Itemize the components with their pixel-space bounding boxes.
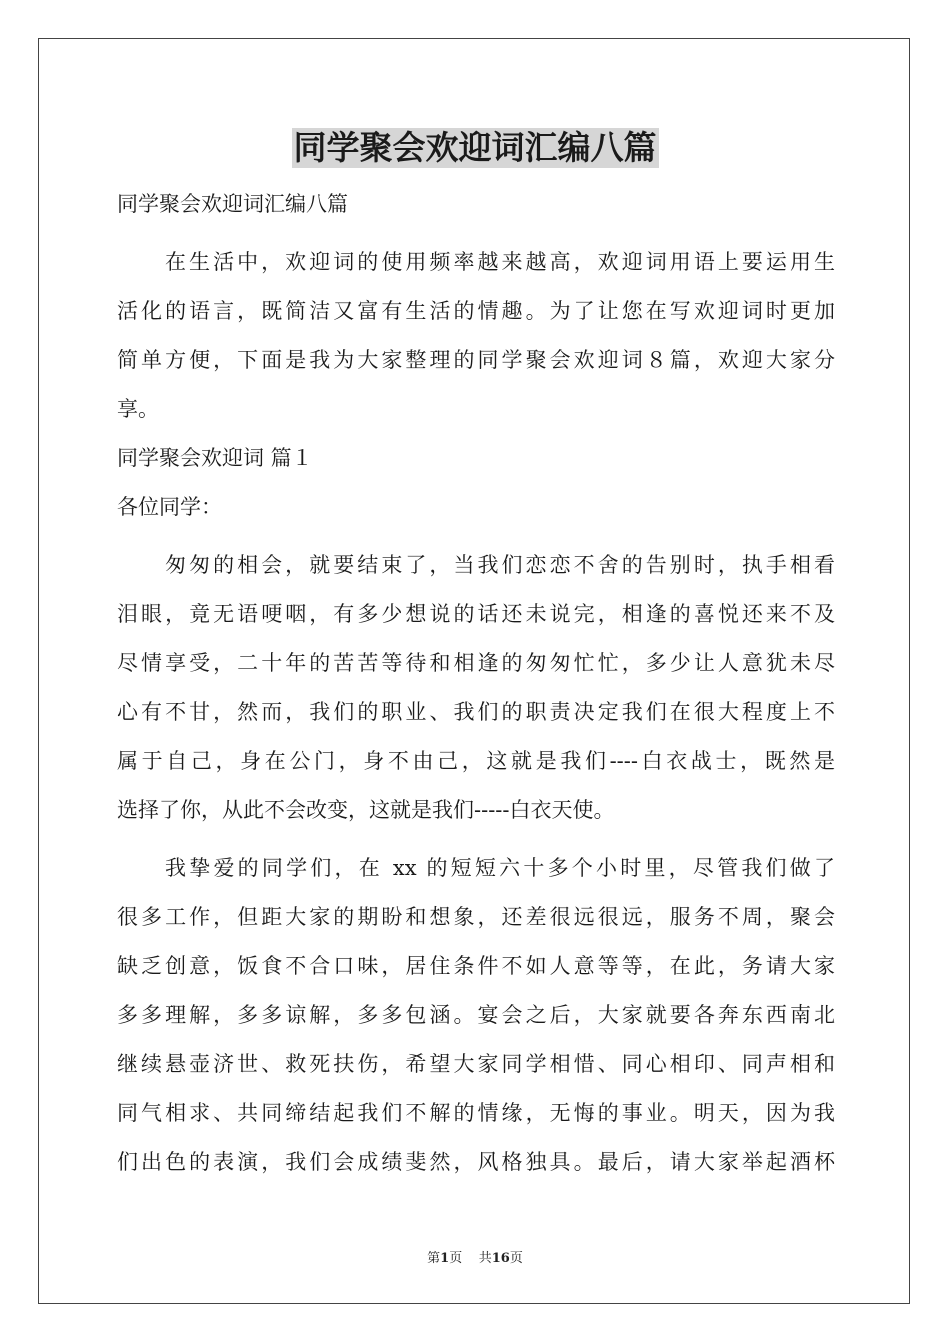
total-pages-prefix: 共 xyxy=(478,1251,492,1266)
paragraph-line: 尽情享受，二十年的苦苦等待和相逢的匆匆忙忙，多少让人意犹未尽 xyxy=(117,651,835,675)
paragraph-line: 选择了你，从此不会改变，这就是我们-----白衣天使。 xyxy=(117,798,615,822)
title-container xyxy=(0,128,950,168)
total-pages-suffix: 页 xyxy=(509,1251,523,1266)
intro-paragraph xyxy=(117,238,835,434)
subtitle: 同学聚会欢迎词汇编八篇 xyxy=(117,192,348,216)
paragraph-line: 心有不甘，然而，我们的职业、我们的职责决定我们在很大程度上不 xyxy=(117,700,835,724)
document-title: 同学聚会欢迎词汇编八篇 xyxy=(293,128,657,167)
paragraph-line: 缺乏创意，饭食不合口味，居住条件不如人意等等，在此，务请大家 xyxy=(117,954,835,978)
paragraph-line: 活化的语言，既简洁又富有生活的情趣。为了让您在写欢迎词时更加 xyxy=(117,299,835,323)
page-label-suffix: 页 xyxy=(449,1251,463,1266)
page-footer xyxy=(0,1247,950,1266)
paragraph-line: 我挚爱的同学们，在 xx 的短短六十多个小时里，尽管我们做了 xyxy=(165,856,835,880)
paragraph-line: 很多工作，但距大家的期盼和想象，还差很远很远，服务不周，聚会 xyxy=(117,905,835,929)
paragraph-line: 简单方便，下面是我为大家整理的同学聚会欢迎词８篇，欢迎大家分 xyxy=(117,348,835,372)
paragraph-1 xyxy=(117,541,835,835)
paragraph-line: 泪眼，竟无语哽咽，有多少想说的话还未说完，相逢的喜悦还来不及 xyxy=(117,602,835,626)
paragraph-line: 们出色的表演，我们会成绩斐然，风格独具。最后，请大家举起酒杯 xyxy=(117,1150,835,1174)
paragraph-line: 在生活中，欢迎词的使用频率越来越高，欢迎词用语上要运用生 xyxy=(165,250,835,274)
paragraph-line: 匆匆的相会，就要结束了，当我们恋恋不舍的告别时，执手相看 xyxy=(165,553,835,577)
page-label-prefix: 第 xyxy=(427,1251,441,1266)
paragraph-2 xyxy=(117,844,835,1187)
salutation: 各位同学： xyxy=(117,495,222,519)
document-body xyxy=(117,180,835,1187)
paragraph-line: 属于自己，身在公门，身不由己，这就是我们----白衣战士，既然是 xyxy=(117,749,835,773)
paragraph-line: 继续悬壶济世、救死扶伤，希望大家同学相惜、同心相印、同声相和 xyxy=(117,1052,835,1076)
page-number: 1 xyxy=(440,1251,450,1266)
paragraph-line: 多多理解，多多谅解，多多包涵。宴会之后，大家就要各奔东西南北 xyxy=(117,1003,835,1027)
paragraph-line: 享。 xyxy=(117,397,159,421)
total-pages: 16 xyxy=(491,1251,510,1266)
section-heading: 同学聚会欢迎词 篇１ xyxy=(117,446,313,470)
paragraph-line: 同气相求、共同缔结起我们不解的情缘，无悔的事业。明天，因为我 xyxy=(117,1101,835,1125)
